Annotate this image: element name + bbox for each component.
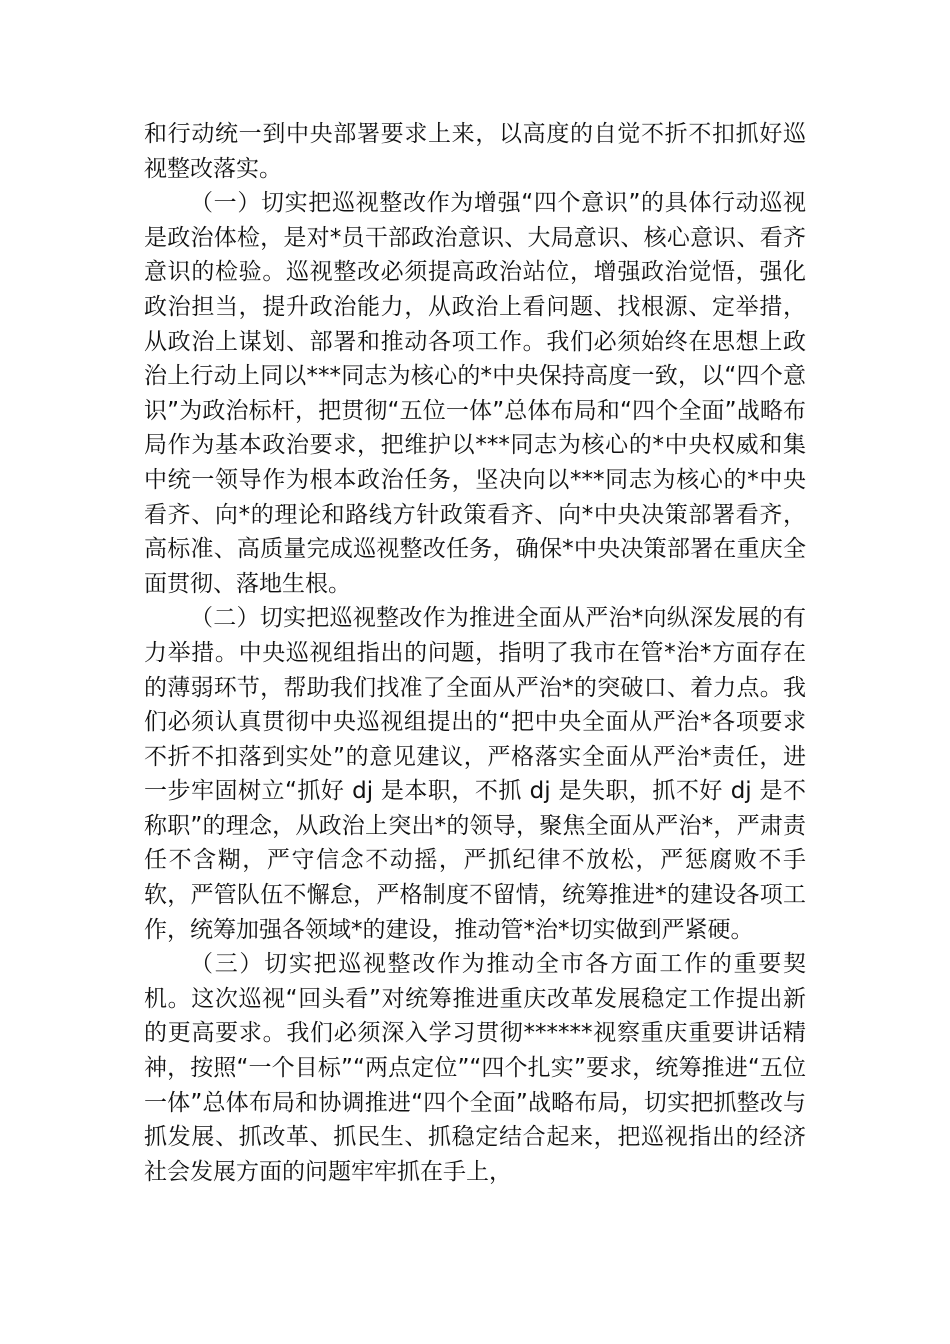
paragraph-section-1: （一）切实把巡视整改作为增强“四个意识”的具体行动巡视是政治体检，是对*员干部政治意识、大局意识、核心意识、看齐意识的检验。巡视整改必须提高政治站位，增强政治觉悟，强化政治担当，提升政治能力，从政治上看问题、找根源、定举措，从政治上谋划、部署和推动各项工作。我们必须始终在思想上政治上行动上同以***同志为核心的*中央保持高度一致，以“四个意识”为政治标杆，把贯彻“五位一体”总体布局和“四个全面”战略布局作为基本政治要求，把维护以***同志为核心的*中央权威和集中统一领导作为根本政治任务，坚决向以***同志为核心的*中央看齐、向*的理论和路线方针政策看齐、向*中央决策部署看齐，高标准、高质量完成巡视整改任务，确保*中央决策部署在重庆全面贯彻、落地生根。 (144, 190, 806, 597)
paragraph-section-2: （二）切实把巡视整改作为推进全面从严治*向纵深发展的有力举措。中央巡视组指出的问题，指明了我市在管*治*方面存在的薄弱环节，帮助我们找准了全面从严治*的突破口、着力点。我们必须认真贯彻中央巡视组提出的“把中央全面从严治*各项要求不折不扣落到实处”的意见建议，严格落实全面从严治*责任，进一步牢固树立“抓好 dj 是本职，不抓 dj 是失职，抓不好 dj 是不称职”的理念，从政治上突出*的领导，聚焦全面从严治*，严肃责任不含糊，严守信念不动摇，严抓纪律不放松，严惩腐败不手软，严管队伍不懈怠，严格制度不留情，统筹推进*的建设各项工作，统筹加强各领域*的建设，推动管*治*切实做到严紧硬。 (144, 605, 806, 943)
paragraph-section-3: （三）切实把巡视整改作为推动全市各方面工作的重要契机。这次巡视“回头看”对统筹推进重庆改革发展稳定工作提出新的更高要求。我们必须深入学习贯彻******视察重庆重要讲话精神，按照“一个目标”“两点定位”“四个扎实”要求，统筹推进“五位一体”总体布局和协调推进“四个全面”战略布局，切实把抓整改与抓发展、抓改革、抓民生、抓稳定结合起来，把巡视指出的经济社会发展方面的问题牢牢抓在手上， (144, 951, 806, 1185)
paragraph-continuation: 和行动统一到中央部署要求上来，以高度的自觉不折不扣抓好巡视整改落实。 (144, 121, 806, 182)
document-body (144, 117, 806, 1189)
